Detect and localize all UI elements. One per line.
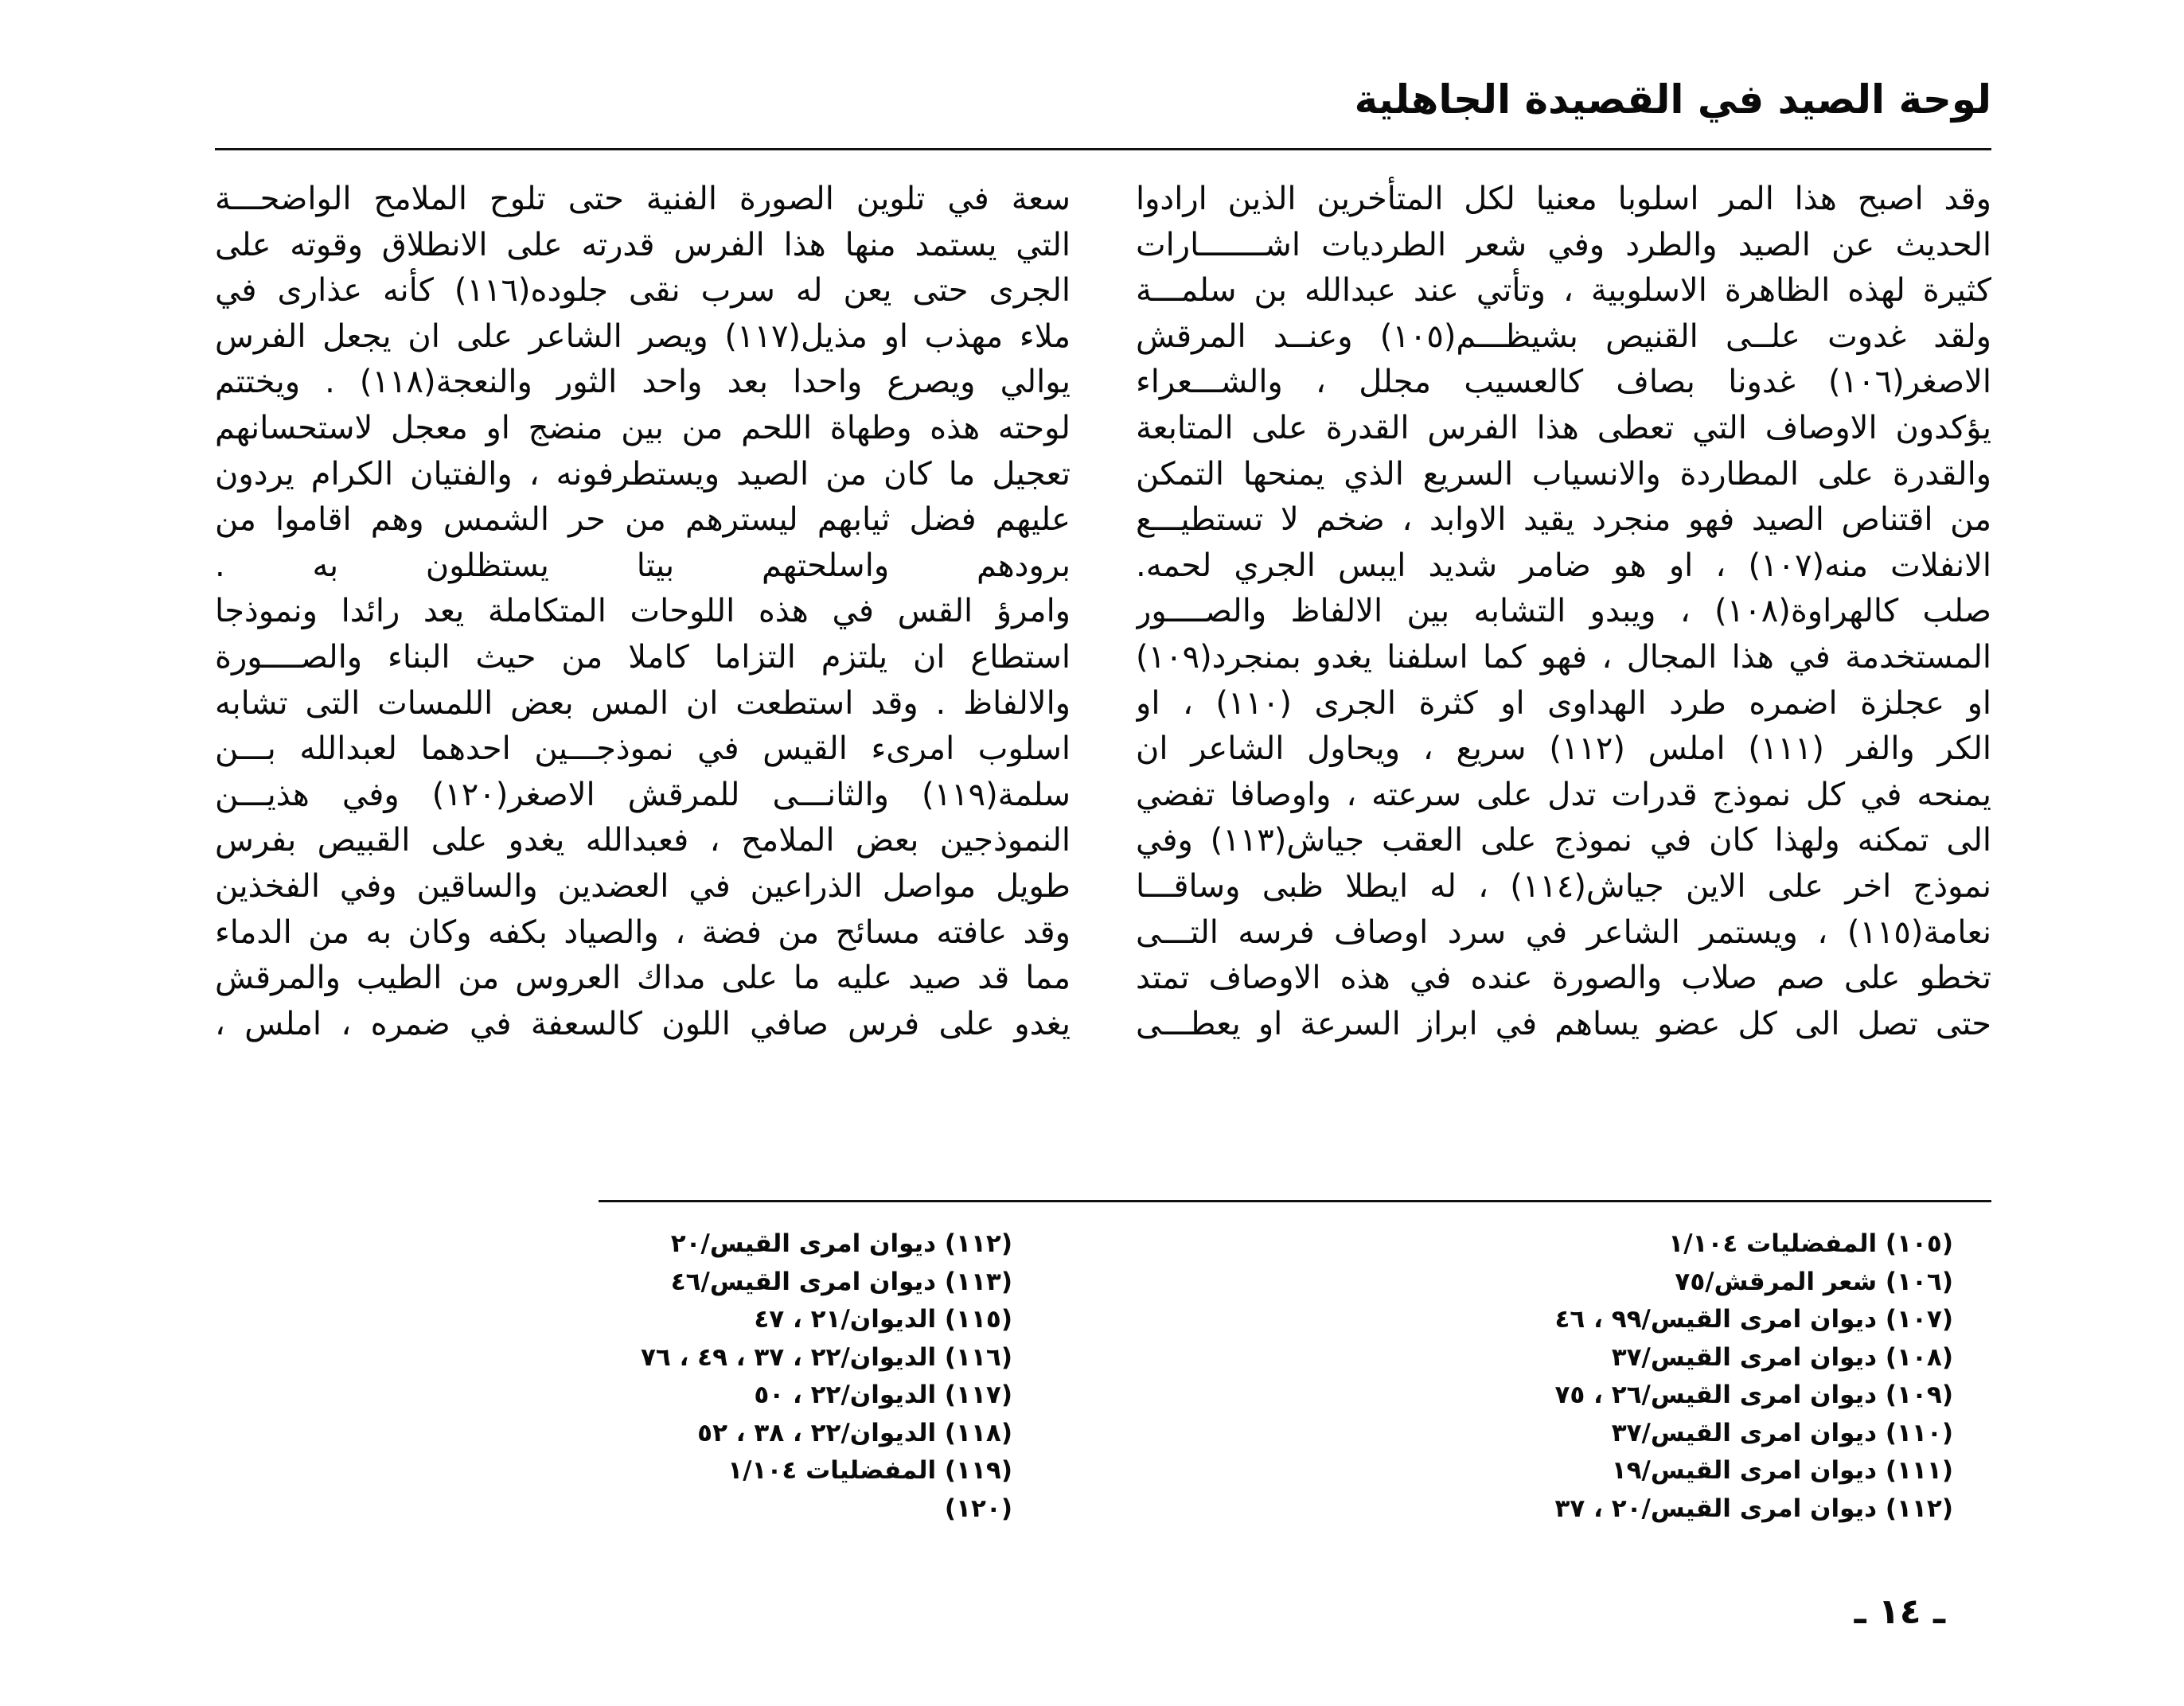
- footnote: (١٠٨) ديوان امرى القيس/٣٧: [1611, 1342, 1953, 1372]
- footnotes-right: [1554, 1225, 1953, 1528]
- text-line: التي يستمد منها هذا الفرس قدرته على الانطلاق وقوته على: [215, 226, 1071, 263]
- text-line: الاصغر(١٠٦) غدونا بصاف كالعسيب مجلل ، والشـــعراء: [1136, 364, 1991, 401]
- text-line: برودهم واسلحتهم بيتا يستظلون به .: [215, 547, 1071, 584]
- footnote: (١١٢) ديوان امرى القيس/٢٠: [670, 1229, 1012, 1258]
- text-line: تعجيل ما كان من الصيد ويستطرفونه ، والفتيان الكرام يردون: [215, 455, 1071, 493]
- footnote: (١٠٦) شعر المرقش/٧٥: [1675, 1267, 1953, 1296]
- text-line: يؤكدون الاوصاف التي تعطى هذا الفرس القدرة على المتابعة: [1136, 409, 1991, 446]
- text-line: يغدو على فرس صافي اللون كالسعفة في ضمره ، املس ،: [215, 1005, 1071, 1042]
- right-column-text: [1136, 177, 1991, 1047]
- footnote: (١١٨) الديوان/٢٢ ، ٣٨ ، ٥٢: [697, 1418, 1012, 1447]
- footnote-rule: [599, 1200, 1991, 1202]
- footnote: (١١١) ديوان امرى القيس/١٩: [1611, 1456, 1953, 1485]
- footnote: (١٠٧) ديوان امرى القيس/٩٩ ، ٤٦: [1554, 1305, 1953, 1334]
- header-rule: [215, 148, 1991, 150]
- footnote: (١٢٠): [944, 1494, 1012, 1523]
- footnote: (١١٥) الديوان/٢١ ، ٤٧: [754, 1305, 1012, 1334]
- text-line: الانفلات منه(١٠٧) ، او هو ضامر شديد ايبس الجري لحمه.: [1136, 547, 1991, 584]
- text-line: يوالي ويصرع واحدا بعد واحد الثور والنعجة(١١٨) . ويختتم: [215, 364, 1071, 401]
- text-line: وقد اصبح هذا المر اسلوبا معنيا لكل المتأخرين الذين ارادوا: [1136, 181, 1991, 217]
- page-number: ـ ١٤ ـ: [1854, 1591, 1945, 1632]
- text-line: اسلوب امرىء القيس في نموذجـــين احدهما لعبدالله بـــن: [215, 730, 1071, 768]
- text-line: يمنحه في كل نموذج قدرات تدل على سرعته ، واوصافا تفضي: [1136, 776, 1991, 813]
- footnote: (١١٧) الديوان/٢٢ ، ٥٠: [754, 1381, 1012, 1409]
- text-line: استطاع ان يلتزم التزاما كاملا من حيث البناء والصــــورة: [215, 638, 1071, 676]
- text-line: من اقتناص الصيد فهو منجرد يقيد الاوابد ، ضخم لا تستطيـــع: [1136, 501, 1991, 539]
- text-line: تخطو على صم صلاب والصورة عنده في هذه الاوصاف تمتد: [1136, 960, 1991, 997]
- footnote: (١١٩) المفضليات ١/١٠٤: [727, 1456, 1012, 1485]
- text-line: مما قد صيد عليه ما على مداك العروس من الطيب والمرقش: [215, 960, 1071, 997]
- text-line: الكر والفر (١١١) املس (١١٢) سريع ، ويحاول الشاعر ان: [1136, 730, 1991, 768]
- text-line: المستخدمة في هذا المجال ، فهو كما اسلفنا يغدو بمنجرد(١٠٩): [1136, 638, 1991, 676]
- body-column-left: [215, 177, 1071, 1047]
- body-column-right: [1136, 177, 1991, 1047]
- footnote: (١١٣) ديوان امرى القيس/٤٦: [670, 1267, 1012, 1296]
- footnote: (١٠٥) المفضليات ١/١٠٤: [1668, 1229, 1953, 1258]
- text-line: حتى تصل الى كل عضو يساهم في ابراز السرعة او يعطـــى: [1136, 1005, 1991, 1042]
- text-line: عليهم فضل ثيابهم ليسترهم من حر الشمس وهم اقاموا من: [215, 501, 1071, 539]
- footnotes-left: [641, 1225, 1012, 1528]
- footnote: (١١٦) الديوان/٢٢ ، ٣٧ ، ٤٩ ، ٧٦: [640, 1342, 1012, 1372]
- text-line: وقد عافته مسائح من فضة ، والصياد بكفه وكان به من الدماء: [215, 913, 1071, 951]
- text-line: ولقد غدوت علــى القنيص بشيظـــم(١٠٥) وعنــد المرقش: [1136, 317, 1991, 355]
- text-line: والقدرة على المطاردة والانسياب السريع الذي يمنحها التمكن: [1136, 455, 1991, 493]
- text-line: سلمة(١١٩) والثانـــى للمرقش الاصغر(١٢٠) وفي هذيـــن: [215, 776, 1071, 813]
- text-line: الجرى حتى يعن له سرب نقى جلوده(١١٦) كأنه عذارى في: [215, 272, 1071, 310]
- text-line: او عجلزة اضمره طرد الهداوى او كثرة الجرى (١١٠) ، او: [1136, 684, 1991, 722]
- text-line: والالفاظ . وقد استطعت ان المس بعض اللمسات التى تشابه: [215, 684, 1071, 722]
- text-line: كثيرة لهذه الظاهرة الاسلوبية ، وتأتي عند عبدالله بن سلمـــة: [1136, 272, 1991, 310]
- footnote: (١١٠) ديوان امرى القيس/٣٧: [1611, 1418, 1953, 1447]
- text-line: طويل مواصل الذراعين في العضدين والساقين وفي الفخذين: [215, 867, 1071, 905]
- text-line: الى تمكنه ولهذا كان في نموذج على العقب جياش(١١٣) وفي: [1136, 822, 1991, 859]
- page-title: لوحة الصيد في القصيدة الجاهلية: [1354, 76, 1991, 123]
- text-line: وامرؤ القس في هذه اللوحات المتكاملة يعد رائدا ونموذجا: [215, 593, 1071, 630]
- text-line: نعامة(١١٥) ، ويستمر الشاعر في سرد اوصاف فرسه التـــى: [1136, 913, 1991, 951]
- text-line: الحديث عن الصيد والطرد وفي شعر الطرديات اشـــــــارات: [1136, 226, 1991, 263]
- left-column-text: [215, 177, 1071, 1047]
- text-line: لوحته هذه وطهاة اللحم من بين منضج او معجل لاستحسانهم: [215, 409, 1071, 446]
- text-line: نموذج اخر على الاين جياش(١١٤) ، له ايطلا ظبى وساقـــا: [1136, 867, 1991, 905]
- text-line: صلب كالهراوة(١٠٨) ، ويبدو التشابه بين الالفاظ والصــــور: [1136, 593, 1991, 630]
- footnote: (١١٢) ديوان امرى القيس/٢٠ ، ٣٧: [1554, 1494, 1953, 1523]
- text-line: سعة في تلوين الصورة الفنية حتى تلوح الملامح الواضحـــة: [215, 181, 1071, 217]
- footnote: (١٠٩) ديوان امرى القيس/٢٦ ، ٧٥: [1554, 1381, 1953, 1409]
- text-line: النموذجين بعض الملامح ، فعبدالله يغدو على القبيص بفرس: [215, 822, 1071, 859]
- text-line: ملاء مهذب او مذيل(١١٧) ويصر الشاعر على ان يجعل الفرس: [215, 317, 1071, 355]
